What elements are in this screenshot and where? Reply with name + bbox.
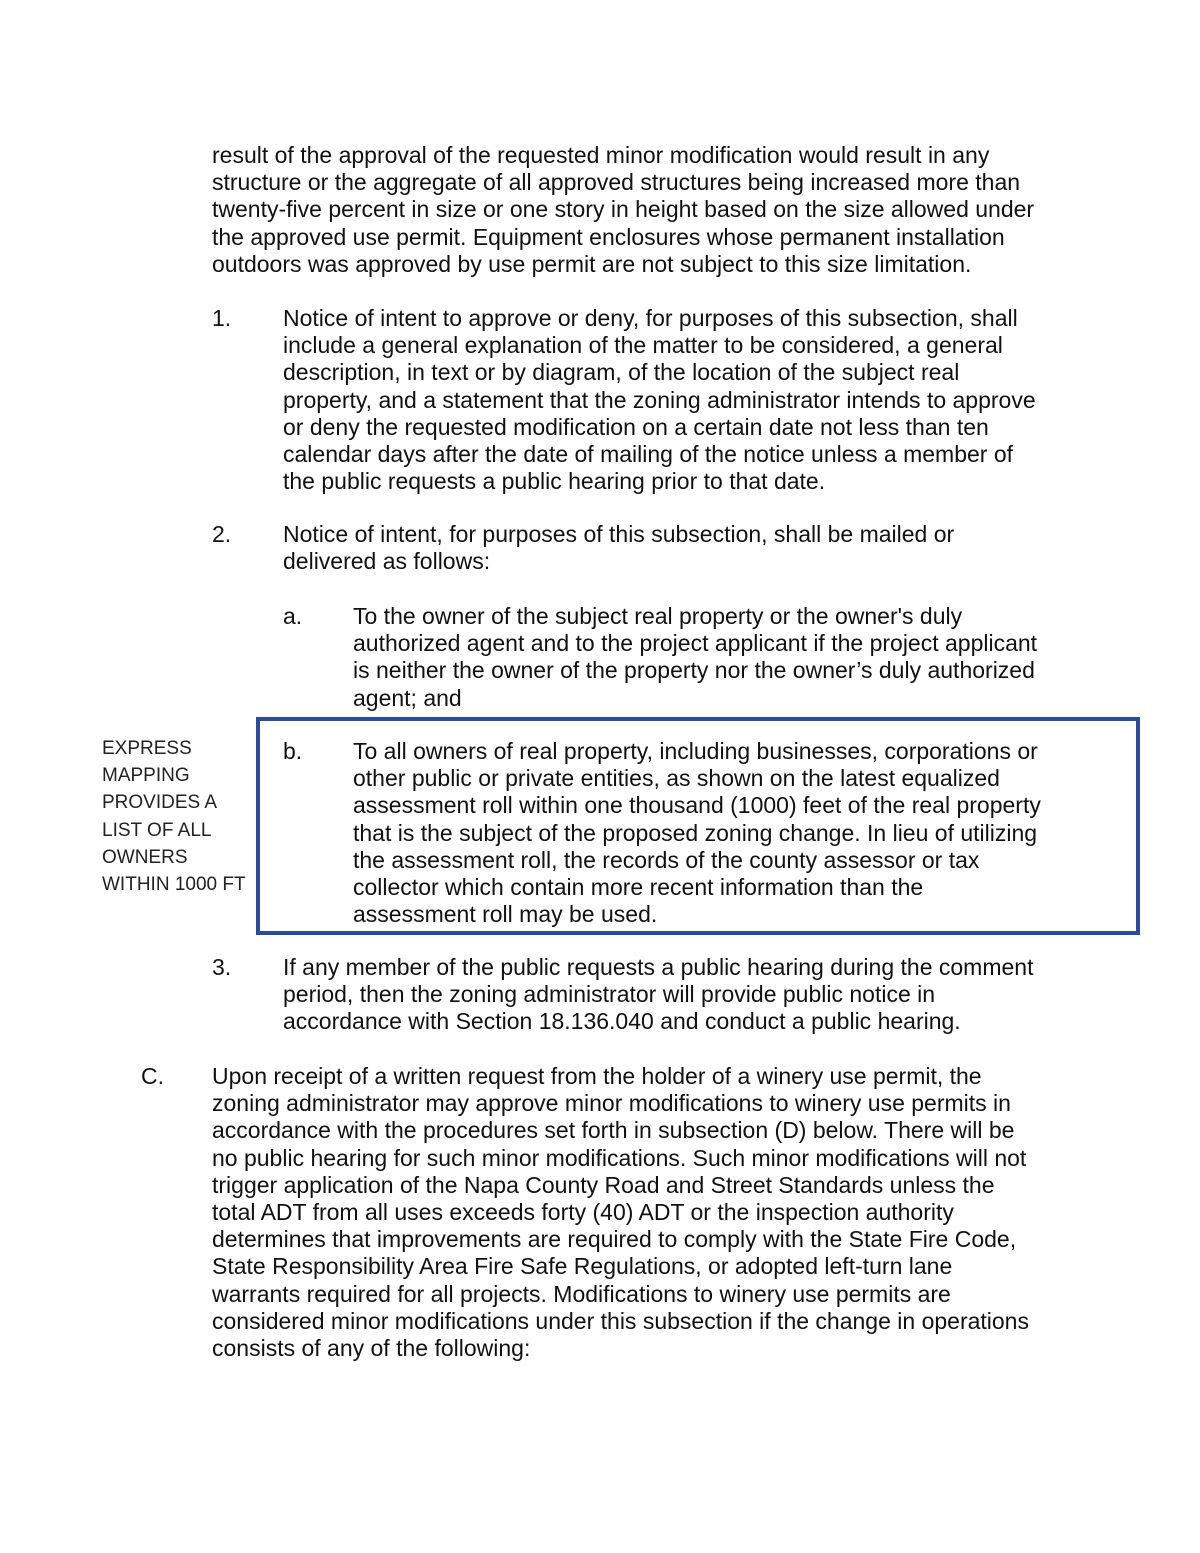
text-line: To the owner of the subject real property or the owner's duly (353, 603, 963, 629)
text-line: If any member of the public requests a public hearing during the comment (283, 954, 1034, 980)
text-line: To all owners of real property, including businesses, corporations or (353, 738, 1038, 764)
text-line: authorized agent and to the project applicant if the project applicant (353, 630, 1038, 657)
text-line: the approved use permit. Equipment enclosures whose permanent installation (212, 223, 1005, 250)
text-line: or deny the requested modification on a certain date not less than ten (283, 413, 989, 440)
annotation-line: WITHIN 1000 FT (102, 874, 246, 896)
subitem-b-marker: b. (283, 738, 303, 764)
text-line: State Responsibility Area Fire Safe Regulations, or adopted left-turn lane (212, 1253, 953, 1280)
item-2-marker: 2. (212, 521, 232, 547)
item-3-marker: 3. (212, 954, 232, 980)
text-line: structure or the aggregate of all approved structures being increased more than (212, 169, 1021, 196)
subitem-a-marker: a. (283, 603, 303, 629)
text-line: the assessment roll, the records of the county assessor or tax (353, 846, 980, 873)
text-line: is neither the owner of the property nor the owner’s duly authorized (353, 657, 1035, 684)
text-line: Upon receipt of a written request from the holder of a winery use permit, the (212, 1063, 982, 1089)
item-1-text (283, 305, 1036, 495)
item-1-marker: 1. (212, 305, 232, 331)
annotation-line: PROVIDES A (102, 792, 218, 814)
text-line: agent; and (353, 684, 462, 711)
annotation-line: OWNERS (102, 846, 188, 868)
text-line: no public hearing for such minor modifications. Such minor modifications will not (212, 1144, 1027, 1171)
text-line: outdoors was approved by use permit are not subject to this size limitation. (212, 250, 972, 277)
text-line: the public requests a public hearing prior to that date. (283, 468, 826, 495)
annotation-line: EXPRESS (102, 738, 192, 759)
intro-paragraph (212, 142, 1034, 278)
text-line: that is the subject of the proposed zoning change. In lieu of utilizing (353, 819, 1038, 846)
text-line: twenty-five percent in size or one story in height based on the size allowed under (212, 196, 1035, 223)
text-line: assessment roll within one thousand (1000) feet of the real property (353, 792, 1041, 819)
text-line: property, and a statement that the zoning administrator intends to approve (283, 386, 1036, 413)
text-line: trigger application of the Napa County Road and Street Standards unless the (212, 1171, 995, 1198)
text-line: period, then the zoning administrator will provide public notice in (283, 981, 936, 1008)
text-line: total ADT from all uses exceeds forty (40) ADT or the inspection authority (212, 1199, 954, 1226)
text-line: assessment roll may be used. (353, 901, 658, 928)
annotation-line: MAPPING (102, 765, 190, 787)
text-line: warrants required for all projects. Modifications to winery use permits are (212, 1280, 951, 1307)
text-line: other public or private entities, as shown on the latest equalized (353, 765, 1000, 792)
annotation-line: LIST OF ALL (102, 819, 212, 841)
section-c-text (212, 1063, 1029, 1362)
text-line: include a general explanation of the matter to be considered, a general (283, 332, 1003, 359)
text-line: consists of any of the following: (212, 1335, 531, 1362)
text-line: Notice of intent to approve or deny, for purposes of this subsection, shall (283, 305, 1018, 331)
text-line: calendar days after the date of mailing of the notice unless a member of (283, 441, 1014, 468)
subitem-b-text (353, 738, 1041, 928)
text-line: collector which contain more recent information than the (353, 874, 924, 901)
section-c-marker: C. (141, 1063, 164, 1089)
text-line: description, in text or by diagram, of the location of the subject real (283, 359, 960, 386)
text-line: result of the approval of the requested minor modification would result in any (212, 142, 990, 168)
item-2-text (283, 521, 954, 575)
text-line: determines that improvements are required to comply with the State Fire Code, (212, 1226, 1017, 1253)
text-line: accordance with Section 18.136.040 and conduct a public hearing. (283, 1008, 961, 1035)
side-annotation (102, 735, 246, 898)
text-line: considered minor modifications under this subsection if the change in operations (212, 1307, 1029, 1334)
subitem-a-text (353, 603, 1037, 712)
text-line: Notice of intent, for purposes of this subsection, shall be mailed or (283, 521, 955, 547)
text-line: accordance with the procedures set forth in subsection (D) below. There will be (212, 1117, 1015, 1144)
text-line: delivered as follows: (283, 548, 491, 575)
item-3-text (283, 954, 1033, 1036)
text-line: zoning administrator may approve minor modifications to winery use permits in (212, 1090, 1011, 1117)
